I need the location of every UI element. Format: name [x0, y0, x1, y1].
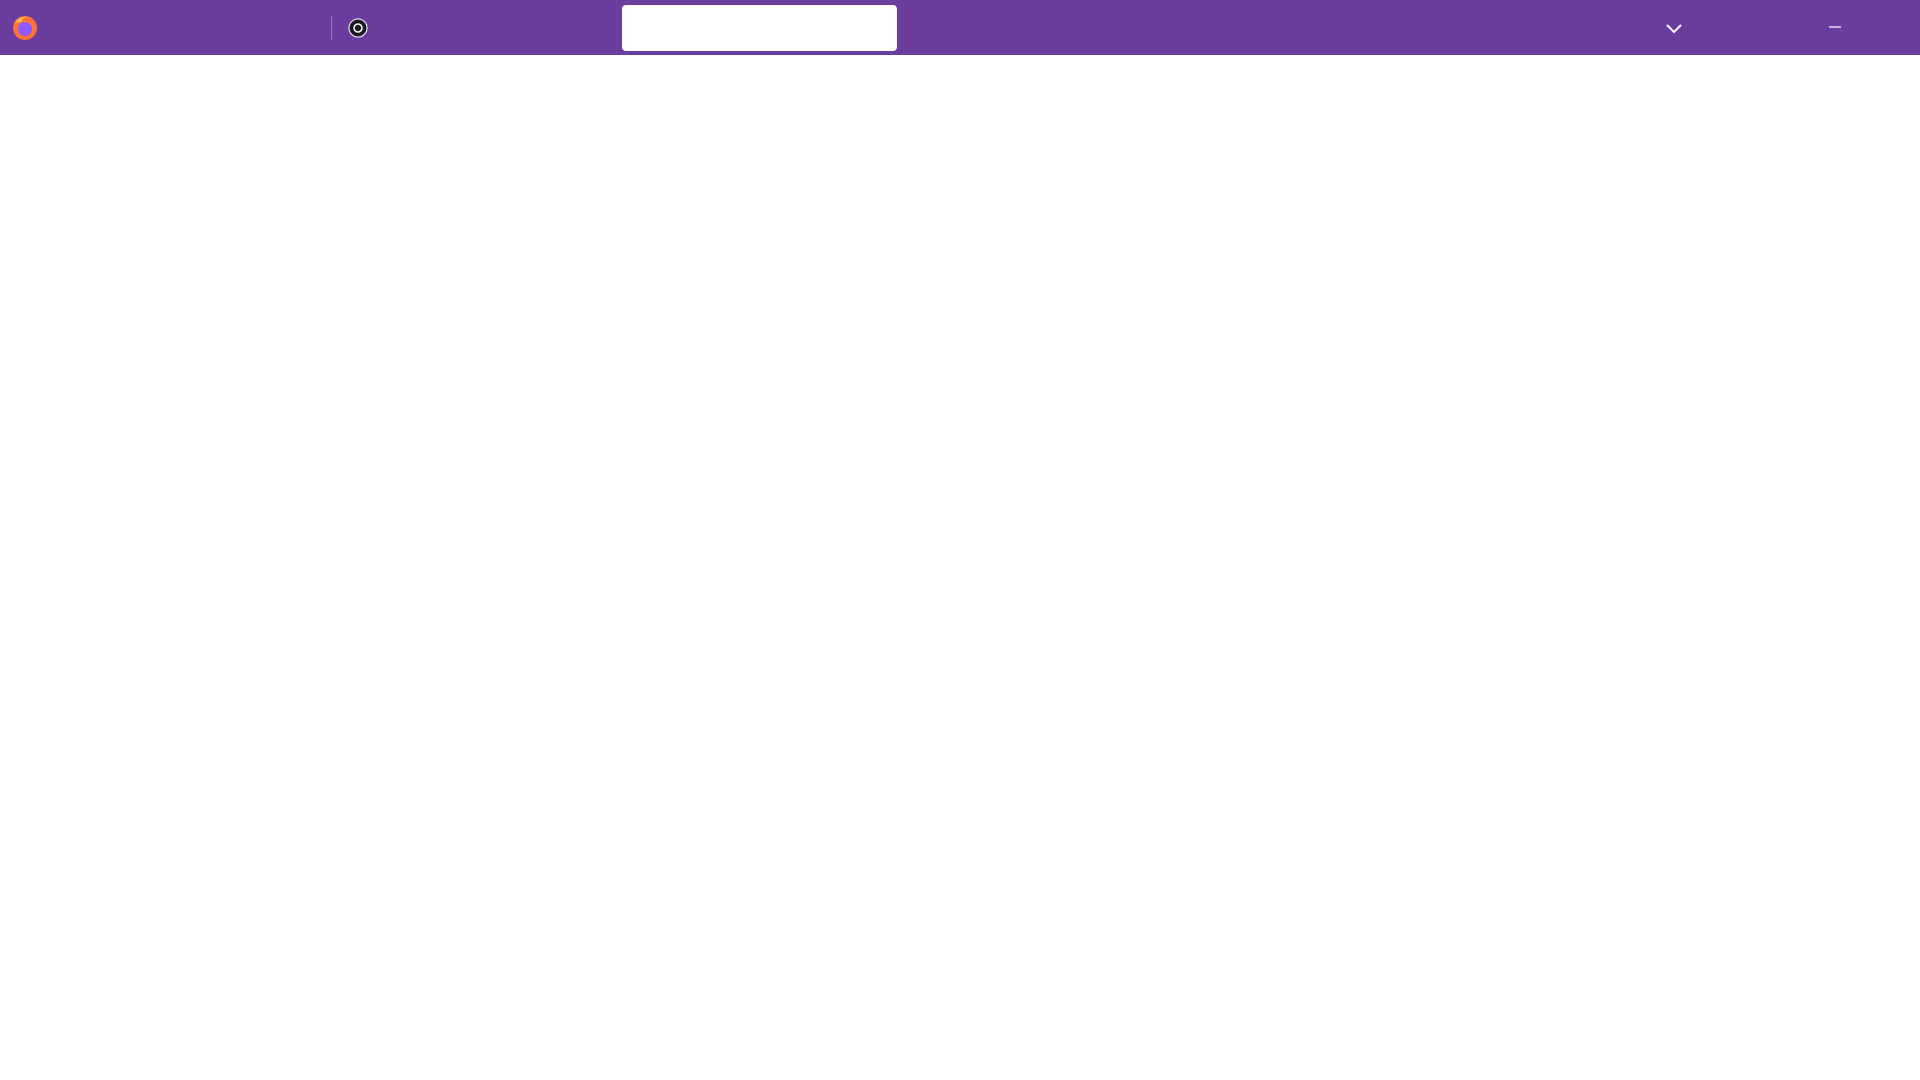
tab-bar [0, 0, 1920, 55]
new-tab-button[interactable] [908, 12, 940, 44]
blank60 [1816, 12, 1856, 42]
close-icon[interactable] [861, 17, 883, 39]
tab-dashingdon-create[interactable] [622, 5, 897, 51]
tab-separator [331, 16, 332, 40]
firefox-icon[interactable] [10, 13, 40, 43]
close-icon[interactable] [293, 17, 315, 39]
tab-onryo-of-osaka[interactable] [334, 5, 619, 51]
chevron-down-icon[interactable] [1660, 14, 1688, 42]
close-icon[interactable] [583, 17, 605, 39]
choice-of-games-icon [348, 18, 368, 38]
tab-moody-create[interactable] [54, 5, 329, 51]
